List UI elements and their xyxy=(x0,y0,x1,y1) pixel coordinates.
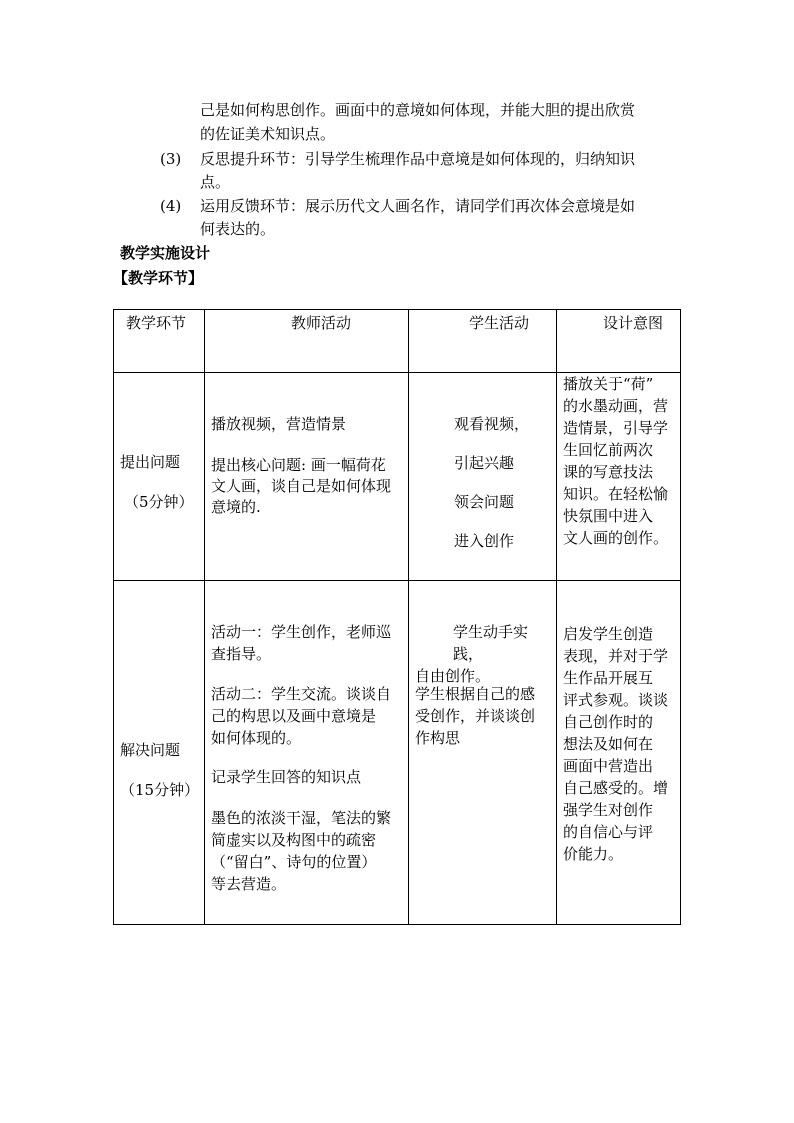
item4-line-a: 运用反馈环节：展示历代文人画名作，请同学们再次体会意境是如 xyxy=(200,197,636,215)
student-text xyxy=(415,683,535,749)
intent-line: 生回忆前两次 xyxy=(563,441,654,459)
student-text: 观看视频， xyxy=(454,415,530,433)
teacher-line: 查指导。 xyxy=(211,645,272,663)
item3-number: (3) xyxy=(160,150,182,168)
teacher-line: 如何体现的。 xyxy=(211,729,302,747)
teacher-text: 文人画，谈自己是如何体现 xyxy=(211,477,392,495)
intent-line: 知识。在轻松愉 xyxy=(563,485,669,503)
teacher-line: 己的构思以及画中意境是 xyxy=(211,707,377,725)
teacher-text: 播放视频，营造情景 xyxy=(211,415,347,433)
intro-line-a: 己是如何构思创作。画面中的意境如何体现，并能大胆的提出欣赏 xyxy=(200,101,636,119)
section-title: 教学实施设计 xyxy=(120,244,211,262)
intent-text xyxy=(563,623,668,865)
teacher-text: 记录学生回答的知识点 xyxy=(211,768,362,786)
teacher-text xyxy=(211,683,391,749)
student-text: 领会问题 xyxy=(454,493,515,511)
teacher-line: 活动二：学生交流。谈谈自 xyxy=(211,685,392,703)
item3-line-b: 点。 xyxy=(200,173,231,191)
intent-line: 价能力。 xyxy=(563,845,624,863)
intent-line: 课的写意技法 xyxy=(563,463,654,481)
intent-line: 表现，并对于学 xyxy=(563,647,669,665)
student-line: 学生根据自己的感 xyxy=(415,685,536,703)
stage-label: 提出问题 xyxy=(120,453,181,471)
intent-line: 评式参观。谈谈 xyxy=(563,691,669,709)
header-cell xyxy=(557,310,681,373)
stage-time: （5分钟） xyxy=(124,493,194,511)
intent-line: 想法及如何在 xyxy=(563,735,654,753)
teacher-line: 简虚实以及构图中的疏密 xyxy=(211,831,377,849)
teacher-line: （“留白”、诗句的位置） xyxy=(211,853,377,871)
intent-line: 自己感受的。增 xyxy=(563,779,669,797)
intent-line: 自己创作时的 xyxy=(563,713,654,731)
stage-time: （15分钟） xyxy=(120,781,200,799)
student-text xyxy=(415,621,556,687)
intent-line: 强学生对创作 xyxy=(563,801,654,819)
intro-line-b: 的佐证美术知识点。 xyxy=(200,125,336,143)
teacher-line: 等去营造。 xyxy=(211,875,287,893)
header-teacher: 教师活动 xyxy=(291,314,352,332)
teacher-text xyxy=(211,621,391,665)
student-line: 自由创作。 xyxy=(415,667,491,685)
intent-line: 启发学生创造 xyxy=(563,625,654,643)
header-cell xyxy=(205,310,409,373)
header-cell xyxy=(114,310,205,373)
intent-line: 画面中营造出 xyxy=(563,757,654,775)
item3-line-a: 反思提升环节：引导学生梳理作品中意境是如何体现的，归纳知识 xyxy=(200,150,636,168)
item4-number: (4) xyxy=(160,197,182,215)
intent-line: 的自信心与评 xyxy=(563,823,654,841)
header-intent: 设计意图 xyxy=(603,314,664,332)
teacher-cell xyxy=(205,581,409,925)
intent-text xyxy=(563,373,668,549)
teaching-steps-table xyxy=(113,309,681,925)
teacher-text xyxy=(211,807,391,895)
header-student: 学生活动 xyxy=(469,314,530,332)
table-row xyxy=(114,373,681,581)
teacher-text: 意境的. xyxy=(211,498,261,516)
stage-cell xyxy=(114,373,205,581)
item4-line-b: 何表达的。 xyxy=(200,220,276,238)
intent-line: 文人画的创作。 xyxy=(563,529,669,547)
student-line: 学生动手实践， xyxy=(453,623,529,663)
header-cell xyxy=(409,310,557,373)
intent-line: 播放关于“荷” xyxy=(563,375,654,393)
stage-label: 解决问题 xyxy=(120,741,181,759)
table-row xyxy=(114,581,681,925)
teacher-line: 活动一：学生创作，老师巡 xyxy=(211,623,392,641)
student-line: 受创作，并谈谈创 xyxy=(415,707,536,725)
stage-cell xyxy=(114,581,205,925)
student-cell xyxy=(409,373,557,581)
intent-line: 造情景，引导学 xyxy=(563,419,669,437)
student-text: 引起兴趣 xyxy=(454,454,515,472)
student-text: 进入创作 xyxy=(454,532,515,550)
intent-cell xyxy=(557,581,681,925)
intent-line: 的水墨动画，营 xyxy=(563,397,669,415)
header-stage: 教学环节 xyxy=(126,314,187,332)
intent-line: 快氛围中进入 xyxy=(563,507,654,525)
teacher-text: 提出核心问题: 画一幅荷花 xyxy=(211,456,386,474)
student-line: 作构思 xyxy=(415,729,461,747)
intent-line: 生作品开展互 xyxy=(563,669,654,687)
table-header-row xyxy=(114,310,681,373)
sub-title: 【教学环节】 xyxy=(113,269,204,287)
teacher-line: 墨色的浓淡干湿，笔法的繁 xyxy=(211,809,392,827)
intent-cell xyxy=(557,373,681,581)
student-cell xyxy=(409,581,557,925)
teacher-cell xyxy=(205,373,409,581)
